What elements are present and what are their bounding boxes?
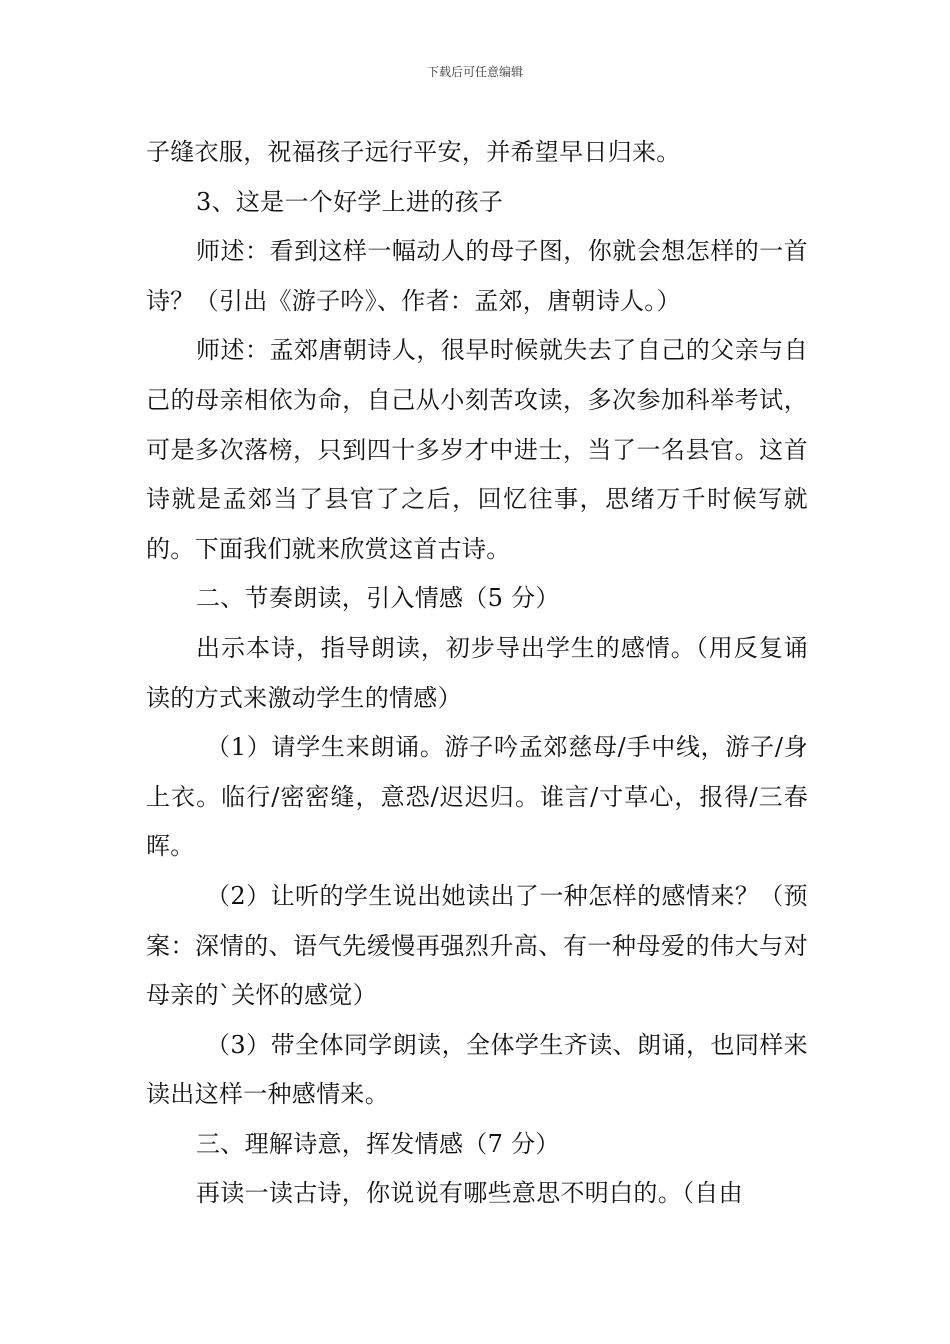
paragraph-teacher-intro: 师述：看到这样一幅动人的母子图，你就会想怎样的一首诗？（引出《游子吟》、作者：孟郊，唐朝诗人。）	[146, 237, 808, 315]
paragraph-teacher-background: 师述：孟郊唐朝诗人，很早时候就失去了自己的父亲与自己的母亲相依为命，自己从小刻苦攻读，多次参加科举考试，可是多次落榜，只到四十多岁才中进士，当了一名县官。这首诗就是孟郊当了县官了之后，回忆往事，思绪万千时候写就的。下面我们就来欣赏这首古诗。	[146, 336, 808, 563]
section-heading-2: 二、节奏朗读，引入情感（5 分）	[196, 584, 560, 613]
paragraph-show-poem: 出示本诗，指导朗读，初步导出学生的感情。（用反复诵读的方式来激动学生的情感）	[146, 633, 808, 712]
paragraph-continuation: 子缝衣服，祝福孩子远行平安，并希望早日归来。	[146, 138, 681, 166]
paragraph-step-2: （2）让听的学生说出她读出了一种怎样的感情来？（预案：深情的、语气先缓慢再强烈升高、有一种母爱的伟大与对母亲的`关怀的感觉）	[146, 881, 808, 1010]
paragraph-reread: 再读一读古诗，你说说有哪些意思不明白的。（自由	[196, 1179, 743, 1208]
paragraph-step-3: （3）带全体同学朗读，全体学生齐读、朗诵，也同样来读出这样一种感情来。	[146, 1030, 808, 1109]
paragraph-step-1: （1）请学生来朗诵。游子吟孟郊慈母/手中线，游子/身上衣。临行/密密缝，意恐/迟迟归。谁言/寸草心，报得/三春晖。	[146, 733, 808, 861]
section-heading-3: 三、理解诗意，挥发情感（7 分）	[196, 1129, 560, 1158]
page-header-note: 下载后可任意编辑	[426, 65, 523, 79]
document-body	[146, 128, 808, 1219]
paragraph-point-3: 3、这是一个好学上进的孩子	[196, 187, 504, 216]
